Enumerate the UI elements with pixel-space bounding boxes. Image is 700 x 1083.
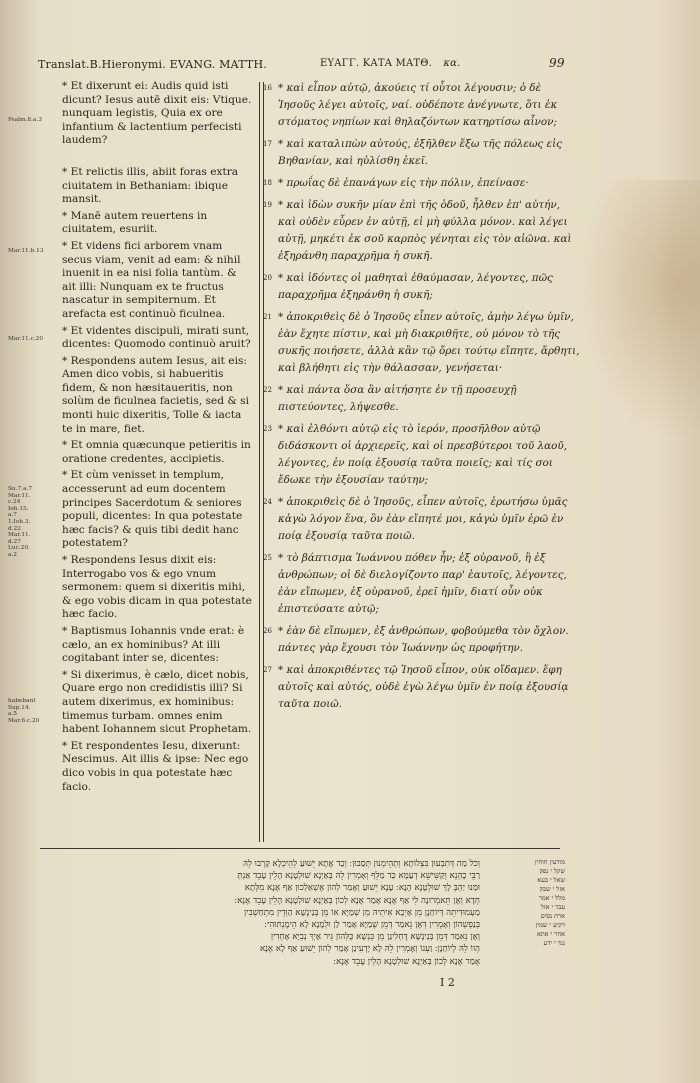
verse-number: 21: [263, 313, 272, 321]
greek-verse-text: * ἐὰν δὲ εἴπωμεν, ἐξ ἀνθρώπων, φοβούμεθα τὸν ὄχλον. πάντες γὰρ ἔχουσι τὸν Ἰωάννην ὡς προφήτην.: [278, 625, 569, 654]
latin-verse-27: * Et respondentes Iesu, dixerunt: Nescimus. Ait illis & ipse: Nec ego dico vobis in qua potestate hæc facio.: [62, 739, 249, 793]
gloss-entry: רקיע י שמין: [535, 921, 565, 929]
margin-reference: Mar.11.b.13: [8, 248, 44, 254]
greek-verse-text: * ἀποκριθεὶς δὲ ὁ Ἰησοῦς εἶπεν αὐτοῖς, ἀμὴν λέγω ὑμῖν, ἐὰν ἔχητε πίστιν, καὶ μὴ διακριθῆτε, οὐ μόνον τὸ τῆς συκῆς ποιήσετε, ἀλλὰ κἂν τῷ ὄρει τούτῳ εἴπητε, ἄρθητι, καὶ βλήθητι εἰς τὴν θάλασσαν, γενήσεται·: [278, 311, 580, 374]
verse-number: 25: [263, 554, 272, 562]
column-divider: [259, 82, 260, 842]
chapter-number: κα.: [443, 58, 461, 69]
verse-number: 26: [263, 627, 272, 635]
verse-number: 23: [263, 425, 272, 433]
greek-verse-18: [263, 175, 580, 192]
greek-verse-23: [263, 421, 580, 489]
gloss-entry: אזל י שבק: [539, 885, 565, 893]
greek-head-title: ΕΥΑΓΓ. ΚΑΤΑ ΜΑΤΘ.: [320, 58, 433, 69]
verse-number: 24: [263, 498, 272, 506]
latin-verse-17: * Et relictis illis, abiit foras extra ciuitatem in Bethaniam: ibique mansit.: [62, 165, 239, 206]
greek-verse-21: [263, 309, 580, 377]
greek-verse-text: * καὶ ἰδόντες οἱ μαθηταὶ ἐθαύμασαν, λέγοντες, πῶς παραχρῆμα ἐξηράνθη ἡ συκῆ;: [278, 272, 553, 301]
greek-verse-text: * ἀποκριθεὶς δὲ ὁ Ἰησοῦς, εἶπεν αὐτοῖς, ἐρωτήσω ὑμᾶς κἀγὼ λόγον ἕνα, ὃν ἐὰν εἴπητέ μοι, κἀγὼ ὑμῖν ἐρῶ ἐν ποίᾳ ἐξουσίᾳ ταῦτα ποιῶ.: [278, 496, 568, 542]
latin-verse-26: * Si dixerimus, è cælo, dicet nobis, Quare ergo non credidistis illi? Si autem dixerimus, ex hominibus: timemus turbam. omnes enim habent Iohannem sicut Prophetam.: [62, 668, 252, 736]
hebrew-line: מַעְמוּדִיתֵה דְּיוֹחַנָן מֵן אַיְכָא אִיתֵיהּ מֵן שְׁמַיָּא אוֹ מֵן בְּנַינָשָׁא הַוְדֵין מִתְחַשְׁבִין: [244, 907, 480, 918]
section-rule: [40, 848, 560, 849]
verse-number: 27: [263, 666, 272, 674]
gloss-entry: שקל י נפק: [539, 867, 565, 875]
greek-verse-17: [263, 136, 580, 170]
greek-verse-text: * καὶ πάντα ὅσα ἂν αἰτήσητε ἐν τῇ προσευχῇ πιστεύοντες, λήψεσθε.: [278, 384, 517, 413]
hebrew-line: וְכֹל מַה דְּתִבְעוּן בִּצְלוֹתָא וְתְהֵימְנוּן תְּסַבוּן ׃ וְכַד אֲתָא יֵשׁוּעַ לְהֵיכְלָא קַרְבוּ לֵהּ: [242, 859, 480, 869]
greek-verse-27: [263, 662, 580, 713]
gloss-entry: מודעין חוחין: [535, 858, 565, 866]
greek-verse-25: [263, 550, 580, 618]
greek-verse-24: [263, 494, 580, 545]
gloss-entry: נגד י ידע: [543, 939, 565, 947]
hebrew-line: אָמַר אֶנָא לְכוֹן בְּאַיְנָא שׁוּלְטָנָא הָלֵין עָבֵד אֶנָא ׃: [333, 956, 480, 967]
gloss-entry: שאל י בעא: [537, 876, 565, 884]
gloss-entry: אחר י אתא: [536, 930, 565, 938]
page-number: 99: [549, 56, 565, 70]
greek-verse-text: * τὸ βάπτισμα Ἰωάννου πόθεν ἦν; ἐξ οὐρανοῦ, ἢ ἐξ ἀνθρώπων; οἱ δὲ διελογίζοντο παρ' ἑαυτοῖς, λέγοντες, ἐὰν εἴπωμεν, ἐξ οὐρανοῦ, ἐρεῖ ἡμῖν, διατί οὖν οὐκ ἐπιστεύσατε αὐτῷ;: [278, 552, 567, 615]
hebrew-syriac-block: [40, 858, 480, 968]
hebrew-line: בְּנַפְשְׁהוֹן וְאָמְרִין דְּאֶן נֵאמַר דְּמֵן שְׁמַיָּא אָמַר לַן וּלְמָנָא לָא הֵימֶנְתּוּהִי ׃: [264, 920, 480, 931]
greek-column: [263, 80, 580, 718]
hebrew-glossary: [490, 858, 565, 948]
hebrew-line: חְדָא וְאֶן תֵּאמְרוּנָה לִי אַף אֶנָא אָמַר אֶנָא לְכוֹן בְּאַיְנָא שׁוּלְטָנָא הָלֵין עָבֵד אֶנָא ׃: [234, 895, 480, 906]
verse-number: 22: [263, 386, 272, 394]
verse-number: 17: [263, 140, 272, 148]
latin-verse-24: * Respondens Iesus dixit eis: Interrogabo vos & ego vnum sermonem: quem si dixeritis mihi, & ego vobis dicam in qua potestate hæc facio.: [62, 554, 252, 621]
hebrew-line: הְווֹ לֵהּ לְיוֹחַנָן ׃ וַעְנוֹ וְאָמְרִין לֵהּ לָא יָדְעִינַן אָמַר לְהוֹן יֵשׁוּעַ אַף לָא אֶנָא: [259, 944, 480, 955]
latin-verse-22: * Et omnia quæcunque petieritis in oratione credentes, accipietis.: [62, 439, 251, 465]
latin-verse-21: * Respondens autem Iesus, ait eis: Amen dico vobis, si habueritis fidem, & non hæsitaueritis, non solùm de ficulnea facietis, sed & si monti huic dixeritis, Tolle & iacta te in mare, fiet.: [62, 354, 249, 435]
margin-reference: Psalm.8.a.3: [8, 117, 42, 123]
greek-verse-text: * καὶ ἐλθόντι αὐτῷ εἰς τὸ ἱερόν, προσῆλθον αὐτῷ διδάσκοντι οἱ ἀρχιερεῖς, καὶ οἱ πρεσβύτεροι τοῦ λαοῦ, λέγοντες, ἐν ποίᾳ ἐξουσίᾳ ταῦτα ποιεῖς; καὶ τίς σοι ἔδωκε τὴν ἐξουσίαν ταύτην;: [278, 423, 568, 486]
latin-verse-16: * Et dixerunt ei: Audis quid isti dicunt? Iesus autē dixit eis: Vtique. nunquam legistis, Quia ex ore infantium & lactentium perfecisti laudem?: [62, 80, 252, 147]
gloss-entry: מלל י אמר: [538, 894, 565, 902]
latin-column: [62, 80, 252, 797]
margin-reference: Su.7.a.7 Mar.11. c.24 Ioh.15. a.7 1.Ioh.3. d.22 Mar.11. d.27 Luc.20. a.2: [8, 486, 33, 558]
hebrew-line: וְאֶן נֵאמַר דְּמֵן בְּנַינָשָׁא דָּחְלִינַן מֵן כֵּנְשָׁא כֻּלְּהוֹן גֵּיר אַיְךְ נְבִיָּא אָחְדִין: [270, 932, 480, 943]
latin-running-head: Translat.B.Hieronymi. EVANG. MATTH.: [38, 58, 267, 71]
greek-verse-26: [263, 623, 580, 657]
verse-number: 18: [263, 179, 272, 187]
signature-mark: I 2: [440, 976, 455, 989]
latin-verse-20: * Et videntes discipuli, mirati sunt, dicentes: Quomodo continuò aruit?: [62, 324, 251, 351]
verse-number: 16: [263, 84, 272, 92]
margin-reference: habebant Sup.14. a.5 Mar.6.c.20: [8, 698, 40, 724]
greek-verse-22: [263, 382, 580, 416]
greek-verse-text: * καὶ εἶπον αὐτῷ, ἀκούεις τί οὗτοι λέγουσιν; ὁ δὲ Ἰησοῦς λέγει αὐτοῖς, ναί. οὐδέποτε ἀνέγνωτε, ὅτι ἐκ στόματος νηπίων καὶ θηλαζόντων κατηρτίσω αἶνον;: [278, 82, 558, 128]
hebrew-line: וּמַנוּ יַהְבְּ לָךְ שׁוּלְטָנָא הָנָא ׃ עָנָא יֵשׁוּעַ וְאָמַר לְהוֹן אֶשְׁאַלְכוּן אַף אֶנָא מִלְּתָא: [244, 883, 480, 894]
column-divider: [263, 82, 264, 842]
greek-verse-19: [263, 197, 580, 265]
greek-verse-text: * καὶ καταλιπὼν αὐτούς, ἐξῆλθεν ἔξω τῆς πόλεως εἰς Βηθανίαν, καὶ ηὐλίσθη ἐκεῖ.: [278, 138, 563, 167]
hebrew-line: רַבֵּי כָהְנֵא וְקַשִּׁישֵׁא דְעַמָּא כַּד מַלֵּף וְאָמְרִין לֵהּ בְּאַיְנָא שׁוּלְטָנָא הָלֵין עָבֵד אַנְתְּ: [237, 871, 480, 882]
latin-verse-19: * Et videns fici arborem vnam secus viam, venit ad eam: & nihil inuenit in ea nisi folia tantùm. & ait illi: Nunquam ex te fructus nascatur in sempiternum. Et arefacta est continuò ficulnea.: [62, 239, 241, 320]
greek-verse-20: [263, 270, 580, 304]
greek-verse-text: * καὶ ἀποκριθέντες τῷ Ἰησοῦ εἶπον, οὐκ οἴδαμεν. ἔφη αὐτοῖς καὶ αὐτός, οὐδὲ ἐγὼ λέγω ὑμῖν ἐν ποίᾳ ἐξουσίᾳ ταῦτα ποιῶ.: [278, 664, 569, 710]
greek-running-head: [320, 58, 461, 69]
verse-number: 20: [263, 274, 272, 282]
latin-verse-23: * Et cùm venisset in templum, accesserunt ad eum docentem principes Sacerdotum & seniores populi, dicentes: In qua potestate hæc facis? & quis tibi dedit hanc potestatem?: [62, 469, 243, 550]
margin-reference: Mar.11.c.20: [8, 336, 44, 342]
greek-verse-text: * καὶ ἰδὼν συκῆν μίαν ἐπὶ τῆς ὁδοῦ, ἦλθεν ἐπ' αὐτήν, καὶ οὐδὲν εὗρεν ἐν αὐτῇ, εἰ μὴ φύλλα μόνον. καὶ λέγει αὐτῇ, μηκέτι ἐκ σοῦ καρπὸς γένηται εἰς τὸν αἰῶνα. καὶ ἐξηράνθη παραχρῆμα ἡ συκῆ.: [278, 199, 572, 262]
gloss-entry: עבר י אזל: [540, 903, 565, 911]
water-stain: [580, 180, 700, 440]
latin-verse-18: * Manē autem reuertens in ciuitatem, esuriit.: [62, 209, 208, 236]
gloss-entry: ארת נסים: [540, 912, 565, 920]
verse-number: 19: [263, 201, 272, 209]
greek-verse-16: [263, 80, 580, 131]
greek-verse-text: * πρωΐας δὲ ἐπανάγων εἰς τὴν πόλιν, ἐπείνασε·: [278, 177, 529, 189]
latin-verse-25: * Baptismus Iohannis vnde erat: è cælo, an ex hominibus? At illi cogitabant inter se, dicentes:: [62, 624, 245, 665]
